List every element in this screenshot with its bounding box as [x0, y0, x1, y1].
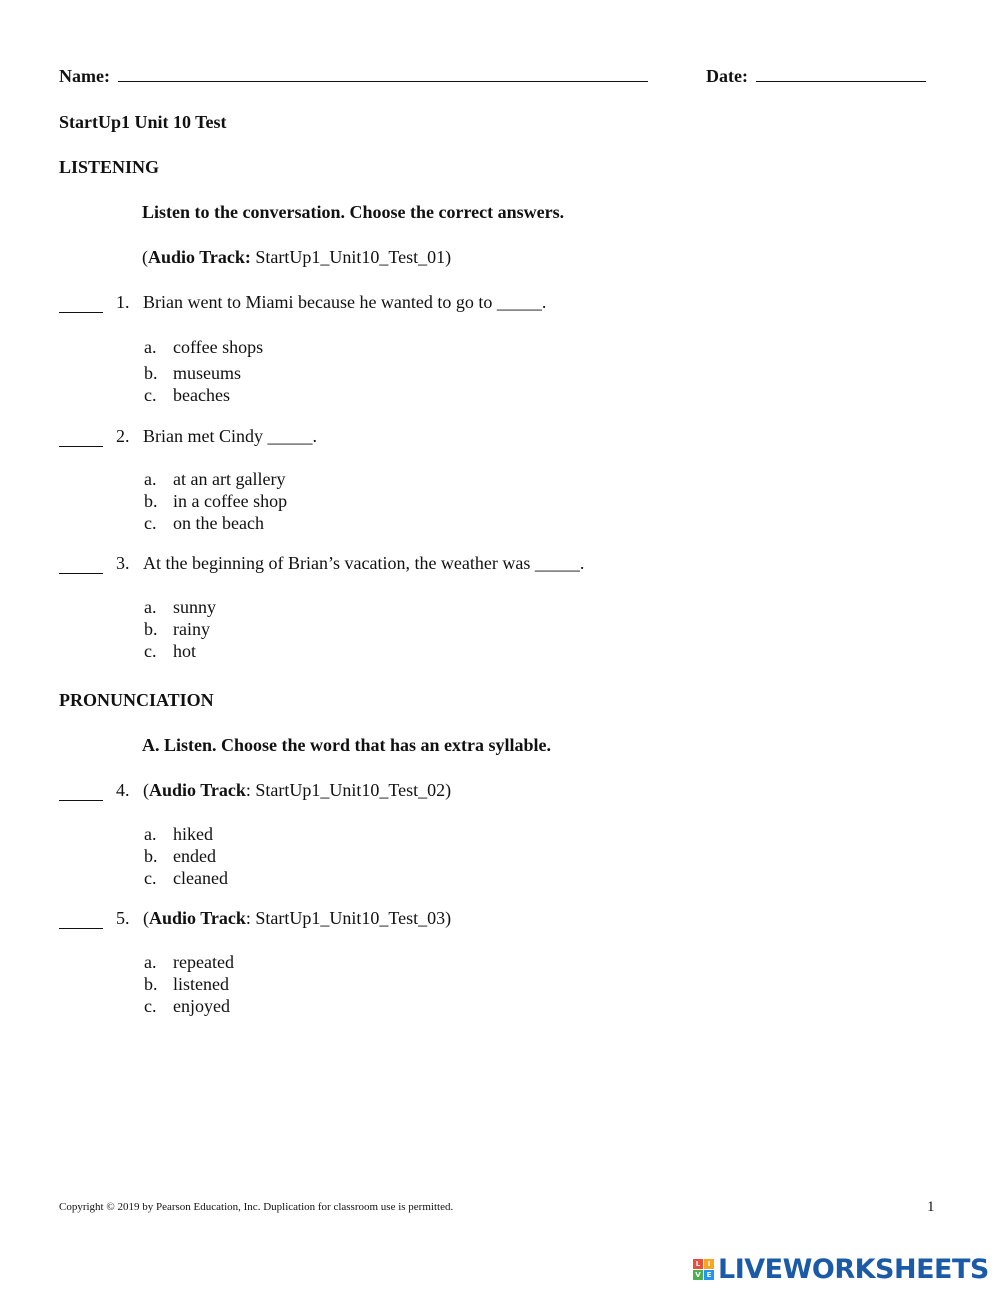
option-text: coffee shops [173, 337, 264, 357]
audio-label: Audio Track: [148, 247, 251, 267]
option-letter: c. [144, 385, 157, 405]
option-text: hot [173, 641, 197, 661]
liveworksheets-icon [693, 1259, 714, 1280]
option-letter: b. [144, 974, 158, 994]
question-number: 1. [116, 292, 130, 312]
name-field[interactable] [59, 66, 648, 87]
answer-blank-5[interactable] [59, 927, 103, 929]
option-letter: a. [144, 337, 157, 357]
answer-blank-2[interactable] [59, 445, 103, 447]
name-label: Name: [59, 66, 110, 86]
listening-audio-track [142, 247, 451, 268]
option-letter: c. [144, 513, 157, 533]
option-text: repeated [173, 952, 234, 972]
listening-heading: LISTENING [59, 157, 160, 177]
listening-instruction: Listen to the conversation. Choose the correct answers. [142, 202, 565, 222]
option-letter: b. [144, 363, 158, 383]
audio-file: StartUp1_Unit10_Test_01) [250, 247, 452, 267]
option-text: on the beach [173, 513, 264, 533]
option-letter: c. [144, 868, 157, 888]
option-letter: a. [144, 824, 157, 844]
audio-label: Audio Track [149, 908, 246, 928]
question-text: Brian met Cindy _____. [143, 426, 317, 446]
answer-blank-4[interactable] [59, 799, 103, 801]
audio-paren: ( [143, 908, 149, 928]
option-letter: a. [144, 952, 157, 972]
question-audio-track [143, 908, 451, 929]
option-text: enjoyed [173, 996, 230, 1016]
option-text: hiked [173, 824, 213, 844]
copyright-notice: Copyright © 2019 by Pearson Education, Inc. Duplication for classroom use is permitted. [59, 1201, 454, 1213]
question-number: 3. [116, 553, 130, 573]
audio-paren: ( [142, 247, 148, 267]
option-letter: a. [144, 597, 157, 617]
option-text: rainy [173, 619, 210, 639]
option-letter: c. [144, 641, 157, 661]
option-text: at an art gallery [173, 469, 286, 489]
option-text: museums [173, 363, 242, 383]
liveworksheets-logo[interactable] [693, 1254, 989, 1284]
option-text: sunny [173, 597, 217, 617]
audio-paren: ( [143, 780, 149, 800]
question-text: Brian went to Miami because he wanted to go to _____. [143, 292, 547, 312]
question-number: 2. [116, 426, 130, 446]
question-number: 4. [116, 780, 130, 800]
page-number: 1 [927, 1199, 935, 1215]
audio-label: Audio Track [149, 780, 246, 800]
logo-letter: L [693, 1259, 703, 1269]
answer-blank-3[interactable] [59, 572, 103, 574]
option-text: cleaned [173, 868, 228, 888]
option-letter: b. [144, 619, 158, 639]
pronunciation-heading: PRONUNCIATION [59, 690, 214, 710]
logo-letter: E [704, 1270, 714, 1280]
audio-file: : StartUp1_Unit10_Test_02) [245, 780, 452, 800]
logo-letter: I [704, 1259, 714, 1269]
name-line[interactable] [118, 81, 648, 82]
option-text: beaches [173, 385, 230, 405]
question-audio-track [143, 780, 451, 801]
option-text: ended [173, 846, 216, 866]
option-letter: b. [144, 491, 158, 511]
date-line[interactable] [756, 81, 926, 82]
date-label: Date: [706, 66, 748, 86]
audio-file: : StartUp1_Unit10_Test_03) [245, 908, 452, 928]
pronunciation-instruction: A. Listen. Choose the word that has an extra syllable. [142, 735, 552, 755]
question-text: At the beginning of Brian’s vacation, the weather was _____. [143, 553, 585, 573]
option-text: listened [173, 974, 229, 994]
date-field[interactable] [706, 66, 926, 87]
option-text: in a coffee shop [173, 491, 288, 511]
logo-letter: V [693, 1270, 703, 1280]
option-letter: b. [144, 846, 158, 866]
liveworksheets-wordmark: LIVEWORKSHEETS [718, 1253, 989, 1285]
question-number: 5. [116, 908, 130, 928]
page-title: StartUp1 Unit 10 Test [59, 112, 227, 132]
option-letter: c. [144, 996, 157, 1016]
answer-blank-1[interactable] [59, 311, 103, 313]
option-letter: a. [144, 469, 157, 489]
